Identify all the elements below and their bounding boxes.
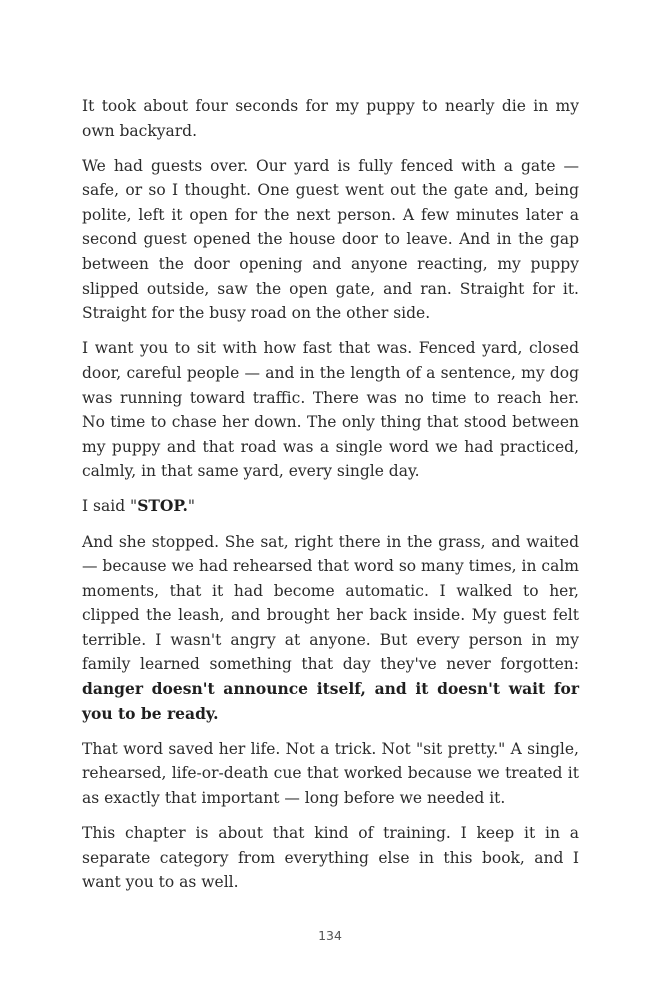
paragraph-3: I want you to sit with how fast that was. Fenced yard, closed door, careful people — and in the length of a sentence, my dog was running toward traffic. There was no time to reach her. No time to chase her down. The only thing that stood between my puppy and that road was a single word we had practiced, calmly, in that same yard, every single day. xyxy=(82,339,579,481)
quote-close: " xyxy=(187,497,196,516)
paragraph-2: We had guests over. Our yard is fully fenced with a gate — safe, or so I thought. One guest went out the gate and, being polite, left it open for the next person. A few minutes later a second guest opened the house door to leave. And in the gap between the door opening and anyone reacting, my puppy slipped outside, saw the open gate, and ran. Straight for it. Straight for the busy road on the other side. xyxy=(82,156,579,323)
quote-open: I said " xyxy=(82,497,138,516)
paragraph-1: It took about four seconds for my puppy to nearly die in my own backyard. xyxy=(82,97,579,140)
paragraph-6: That word saved her life. Not a trick. Not "sit pretty." A single, rehearsed, life-or-death cue that worked because we treated it as exactly that important — long before we needed it. xyxy=(82,739,579,807)
stop-cue: STOP. xyxy=(137,496,188,516)
paragraph-5-emphasis: danger doesn't announce itself, and it doesn't wait for you to be ready. xyxy=(82,679,579,723)
paragraph-7: This chapter is about that kind of training. I keep it in a separate category from everything else in this book, and I want you to as well. xyxy=(82,824,579,892)
paragraph-5 xyxy=(82,530,579,727)
page-number: 134 xyxy=(318,928,342,943)
paragraph-4 xyxy=(82,494,579,519)
paragraph-5-text: And she stopped. She sat, right there in the grass, and waited — because we had rehearsed that word so many times, in calm moments, that it had become automatic. I walked to her, clipped the leash, and brought her back inside. My guest felt terrible. I wasn't angry at anyone. But every person in my family learned something that day they've never forgotten: xyxy=(82,532,579,674)
page-body xyxy=(82,94,579,905)
